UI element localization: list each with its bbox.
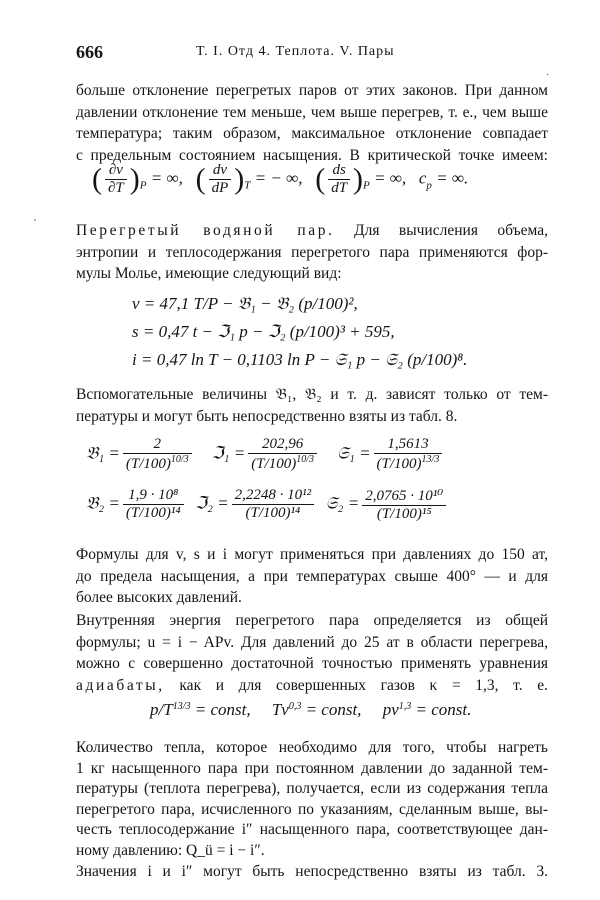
equation-value: = − ∞,: [254, 168, 303, 188]
text-line: Значения i и i″ могут быть непосредственно взяты из табл. 3.: [76, 863, 548, 880]
text-line: больше отклонение перегретых паров от этих законов. При данном: [76, 82, 548, 99]
paragraph-values-source: [76, 798, 548, 883]
formula-entropy: s = 0,47 t − ℑ₁ p − ℑ₂ (p/100)³ + 595,: [132, 322, 395, 341]
paragraph-deviation: [76, 80, 548, 166]
equation-symbol: ℑ₁ =: [211, 443, 246, 463]
equation-symbol: ℑ₂ =: [195, 493, 229, 513]
exponent: 10/3: [170, 454, 189, 465]
fraction-numerator: ds: [328, 162, 350, 180]
text-line: Внутренняя энергия перегретого пара определяется из общей: [76, 612, 548, 629]
fraction-numerator: 1,5613: [374, 436, 443, 454]
equation-value: = ∞.: [436, 168, 469, 188]
paragraph-superheated-steam: [76, 220, 548, 285]
text-line: 1 кг насыщенного пара при постоянном давлении до заданной тем-: [76, 759, 548, 777]
fraction-numerator: 2: [123, 436, 192, 454]
paragraph-applicability: [76, 544, 548, 609]
section-heading: Перегретый водяной пар.: [76, 222, 335, 239]
equation-value: = ∞,: [150, 168, 183, 188]
paragraph-internal-energy: [76, 610, 548, 696]
adiabat-word: адиабаты,: [76, 676, 165, 694]
fraction-denominator: dP: [211, 180, 229, 196]
page-header: [76, 42, 536, 62]
exponent: 1,3: [398, 701, 412, 712]
text-line: ному давлению: Q_ü = i − i″.: [76, 841, 265, 859]
text-run: Для вычисления объема,: [354, 222, 548, 239]
equation-symbol: p/T: [150, 700, 173, 719]
fraction-denominator: ∂T: [108, 180, 124, 196]
text-line: Количество тепла, которое необходимо для того, чтобы нагреть: [76, 739, 548, 756]
text-line: пературы (теплота перегрева), получается, если из содержания тепла: [76, 780, 548, 797]
formula-enthalpy: i = 0,47 ln T − 0,1103 ln P − 𝔖₁ p − 𝔖₂ (p/100)⁸.: [132, 350, 468, 369]
fraction-numerator: 202,96: [248, 436, 317, 454]
fraction-denominator: (T/100)¹⁴: [125, 505, 181, 521]
fraction-denominator: (T/100)¹⁵: [376, 506, 432, 522]
equation-symbol: 𝔖₂ =: [325, 493, 360, 513]
equation-symbol: pv: [382, 700, 399, 719]
text-line: более высоких давлений.: [76, 589, 242, 606]
fraction-denominator: [374, 454, 443, 473]
exponent: 10/3: [296, 454, 314, 465]
equation-value: = const,: [305, 700, 362, 719]
running-title: Т. I. Отд 4. Теплота. V. Пары: [196, 44, 395, 59]
denominator-base: (T/100): [125, 456, 171, 472]
equation-value: = ∞,: [374, 168, 407, 188]
equation-symbol: 𝔅₁ =: [86, 443, 120, 463]
equation-symbol: 𝔖₁ =: [336, 443, 371, 463]
text-line: энтропии и теплосодержания перегретого пара применяются фор-: [76, 243, 548, 261]
page-number: 666: [76, 42, 103, 62]
mollier-formulas: [132, 290, 467, 374]
text-line: [76, 220, 548, 242]
text-line: перегретого пара, исчисленного по указаниям, сделанным выше, вы-: [76, 800, 548, 818]
text-line: мулы Молье, имеющие следующий вид:: [76, 265, 342, 282]
margin-mark: ′: [34, 218, 37, 229]
fraction-numerator: 2,0765 · 10¹⁰: [362, 486, 446, 506]
text-line: до предела насыщения, а при температурах свыше 400° — и для: [76, 567, 548, 585]
denominator-base: (T/100): [376, 456, 422, 472]
denominator-base: (T/100): [251, 456, 297, 472]
equation-value: = const,: [194, 700, 251, 719]
fraction-denominator: [123, 454, 192, 473]
text-line: Формулы для v, s и i могут применяться при давлениях до 150 ат,: [76, 546, 548, 563]
equation-value: = const.: [415, 700, 472, 719]
margin-dot: ·: [546, 70, 550, 81]
equation-symbol: 𝔅₂ =: [86, 493, 120, 513]
critical-point-equation: ( $\frac{\partial v}{\partial T}$ )$_P$ = ∞, ( $\frac{dv}{dP}$ )$_T$ = − ∞, ( $\frac{ds}{dT}$ )$_P$ = ∞, $c_p$ = ∞.: [92, 162, 469, 196]
text-line: можно с совершенно достаточной точностью применять уравнения: [76, 655, 548, 672]
text-line: с предельным состоянием насыщения. В критической точке имеем:: [76, 146, 548, 164]
equation-symbol: Tv: [271, 700, 289, 719]
auxiliary-row-2: [86, 486, 449, 523]
text-line: пературы и могут быть непосредственно взяты из табл. 8.: [76, 407, 458, 425]
subscript: p: [426, 179, 432, 192]
text-run: как и для совершенных газов κ = 1,3, т. е.: [179, 676, 549, 694]
text-line: Вспомогательные величины 𝔅₁, 𝔅₂ и т. д. зависят только от тем-: [76, 386, 548, 403]
subscript: T: [244, 179, 251, 192]
auxiliary-row-1: [86, 436, 445, 473]
text-line: честь теплосодержание i″ насыщенного пара, соответствующее дан-: [76, 821, 548, 838]
fraction-denominator: dT: [331, 180, 348, 196]
fraction-numerator: ∂v: [105, 162, 127, 180]
fraction-numerator: dv: [209, 162, 232, 180]
equation-symbol: c: [418, 168, 427, 188]
adiabat-equation: [150, 700, 471, 720]
fraction-denominator: [248, 454, 317, 473]
text-line: температура; таким образом, максимальное отклонение совпадает: [76, 125, 548, 142]
subscript: P: [363, 179, 370, 192]
hidden-spacer-101: [76, 882, 548, 883]
exponent: 13/3: [172, 701, 191, 712]
paragraph-auxiliary: [76, 384, 548, 427]
fraction-numerator: 2,2248 · 10¹²: [232, 487, 315, 505]
formula-volume: v = 47,1 T/P − 𝔅₁ − 𝔅₂ (p/100)²,: [132, 294, 358, 313]
text-line: давлении отклонение тем меньше, чем выше перегрев, т. е., чем выше: [76, 103, 548, 121]
fraction-numerator: 1,9 · 10⁸: [123, 487, 184, 505]
subscript: P: [139, 179, 147, 192]
fraction-denominator: (T/100)¹⁴: [245, 505, 301, 521]
text-line: формулы; u = i − APv. Для давлений до 25 ат в области перегрева,: [76, 633, 548, 651]
text-line: [76, 675, 548, 697]
exponent: 13/3: [421, 454, 440, 465]
exponent: 0,3: [288, 701, 302, 712]
